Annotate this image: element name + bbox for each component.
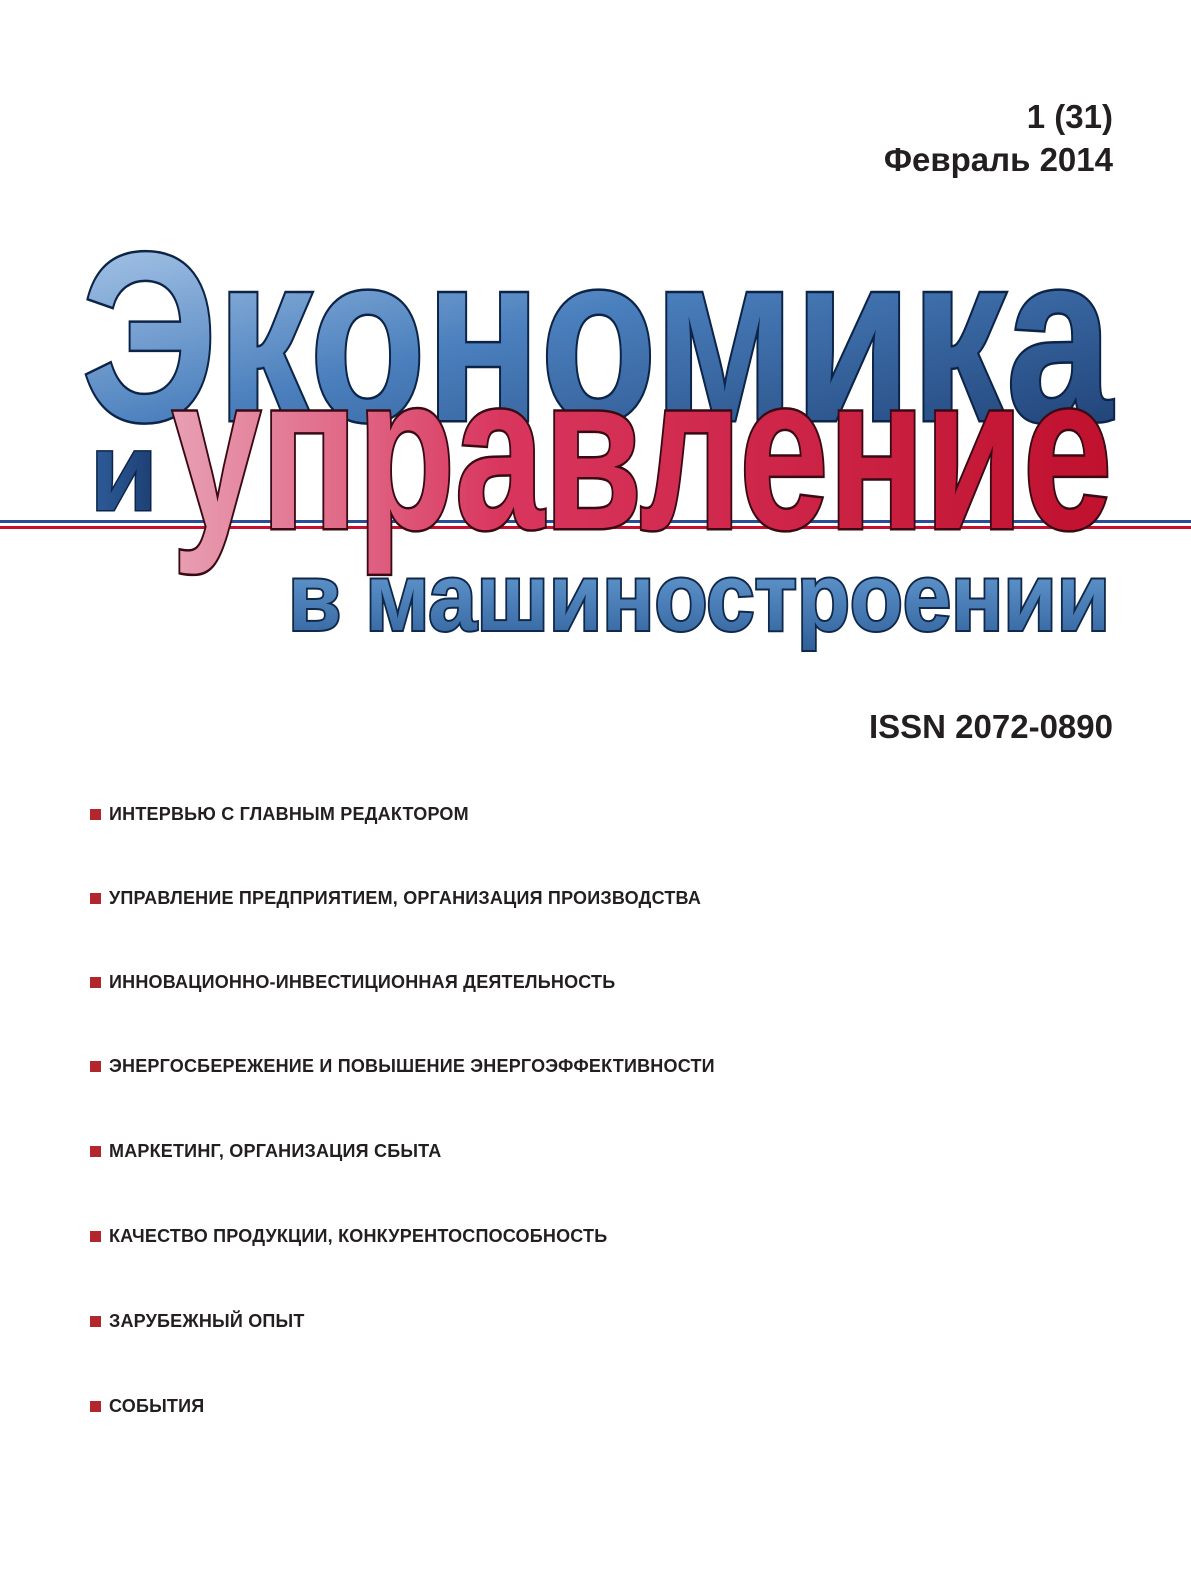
- title-word-management: управление: [172, 329, 1112, 575]
- topic-label: УПРАВЛЕНИЕ ПРЕДПРИЯТИЕМ, ОРГАНИЗАЦИЯ ПРОИЗВОДСТВА: [109, 887, 702, 908]
- issue-number: 1 (31): [1026, 98, 1113, 135]
- topic-label: ИНТЕРВЬЮ С ГЛАВНЫМ РЕДАКТОРОМ: [109, 803, 469, 824]
- title-word-economics: Экономика: [82, 203, 1114, 471]
- topic-label: ЭНЕРГОСБЕРЕЖЕНИЕ И ПОВЫШЕНИЕ ЭНЕРГОЭФФЕКТИВНОСТИ: [109, 1056, 715, 1076]
- list-item: [90, 940, 990, 1024]
- list-item: [90, 856, 990, 940]
- topic-label: ИННОВАЦИОННО-ИНВЕСТИЦИОННАЯ ДЕЯТЕЛЬНОСТЬ: [109, 971, 616, 992]
- title-subtitle: в машиностроении: [288, 544, 1110, 651]
- list-item: [90, 1024, 990, 1109]
- topic-label: СОБЫТИЯ: [109, 1396, 205, 1416]
- square-bullet-icon: [90, 977, 101, 988]
- title-conjunction: и: [90, 411, 158, 534]
- journal-title: [0, 150, 1191, 670]
- topic-label: МАРКЕТИНГ, ОРГАНИЗАЦИЯ СБЫТА: [109, 1141, 442, 1161]
- square-bullet-icon: [90, 1146, 101, 1157]
- square-bullet-icon: [90, 809, 101, 820]
- square-bullet-icon: [90, 1401, 101, 1412]
- square-bullet-icon: [90, 1061, 101, 1072]
- issn: ISSN 2072-0890: [868, 708, 1113, 745]
- square-bullet-icon: [90, 893, 101, 904]
- topic-label: КАЧЕСТВО ПРОДУКЦИИ, КОНКУРЕНТОСПОСОБНОСТЬ: [109, 1226, 608, 1246]
- list-item: [90, 772, 990, 856]
- square-bullet-icon: [90, 1231, 101, 1242]
- issue-date: Февраль 2014: [883, 140, 1113, 178]
- topics-list: [90, 772, 990, 1449]
- square-bullet-icon: [90, 1316, 101, 1327]
- topic-label: ЗАРУБЕЖНЫЙ ОПЫТ: [109, 1311, 305, 1331]
- list-item: [90, 1194, 990, 1279]
- list-item: [90, 1109, 990, 1194]
- list-item: [90, 1279, 990, 1364]
- list-item: [90, 1364, 990, 1449]
